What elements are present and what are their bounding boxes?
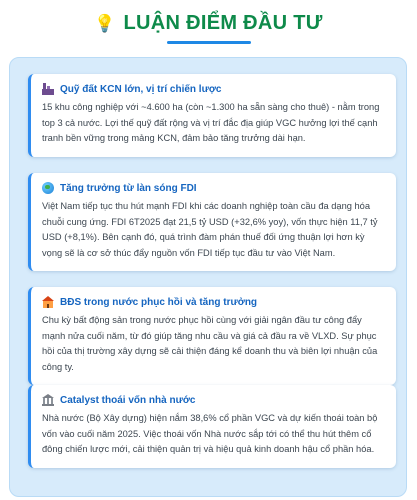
title-underline (167, 41, 251, 44)
page-title: LUẬN ĐIỂM ĐẦU TƯ (123, 11, 323, 34)
card-body: Nhà nước (Bộ Xây dựng) hiện nắm 38,6% cổ phần VGC và dự kiến thoái toàn bộ vốn vào cuối năm 2025. Việc thoái vốn Nhà nước sắp tới có thể thu hút thêm cổ đông chiến lược mới, cải thiện quản trị và hiệu quả kinh doanh hậu cổ phần hóa. (42, 413, 378, 454)
investment-thesis-panel (9, 57, 407, 497)
factory-icon (42, 83, 54, 95)
thesis-card-divestment (28, 385, 396, 468)
card-title: Quỹ đất KCN lớn, vị trí chiến lược (60, 83, 222, 95)
thesis-card-fdi (28, 173, 396, 271)
lightbulb-icon: 💡 (94, 13, 116, 33)
page-header (0, 0, 417, 46)
thesis-card-real-estate (28, 287, 396, 385)
card-body: 15 khu công nghiệp với ~4.600 ha (còn ~1.300 ha sẵn sàng cho thuê) - nằm trong top 3 cả nước. Lợi thế quỹ đất rộng và vị trí đắc địa giúp VGC hưởng lợi thế cạnh tranh bền vững trong mảng KCN, đảm bảo tăng trưởng dài hạn. (42, 102, 380, 143)
card-title: BĐS trong nước phục hồi và tăng trưởng (60, 296, 258, 308)
card-title: Catalyst thoái vốn nhà nước (60, 394, 196, 406)
globe-icon (42, 182, 54, 194)
bank-icon (42, 394, 54, 406)
card-title: Tăng trưởng từ làn sóng FDI (60, 182, 197, 194)
card-body: Việt Nam tiếp tục thu hút mạnh FDI khi các doanh nghiệp toàn cầu đa dạng hóa chuỗi cung ứng. FDI 6T2025 đạt 21,5 tỷ USD (+32,6% yoy), vốn thực hiện 11,7 tỷ USD (+8,1%). Bên cạnh đó, quá trình đàm phán thuế đối ứng thuận lợi hơn kỳ vọng sẽ là cơ sở thúc đẩy nguồn vốn FDI tiếp tục đầu tư vào Việt Nam. (42, 201, 378, 258)
thesis-card-land-bank (28, 74, 396, 157)
card-body: Chu kỳ bất động sản trong nước phục hồi cùng với giải ngân đầu tư công đẩy mạnh nửa cuối năm, từ đó giúp tăng nhu cầu và giá cả đầu ra về VLXD. Sự phục hồi của thị trường xây dựng sẽ cải thiện đáng kể doanh thu và biên lợi nhuận của công ty. (42, 315, 378, 372)
house-icon (42, 296, 54, 308)
